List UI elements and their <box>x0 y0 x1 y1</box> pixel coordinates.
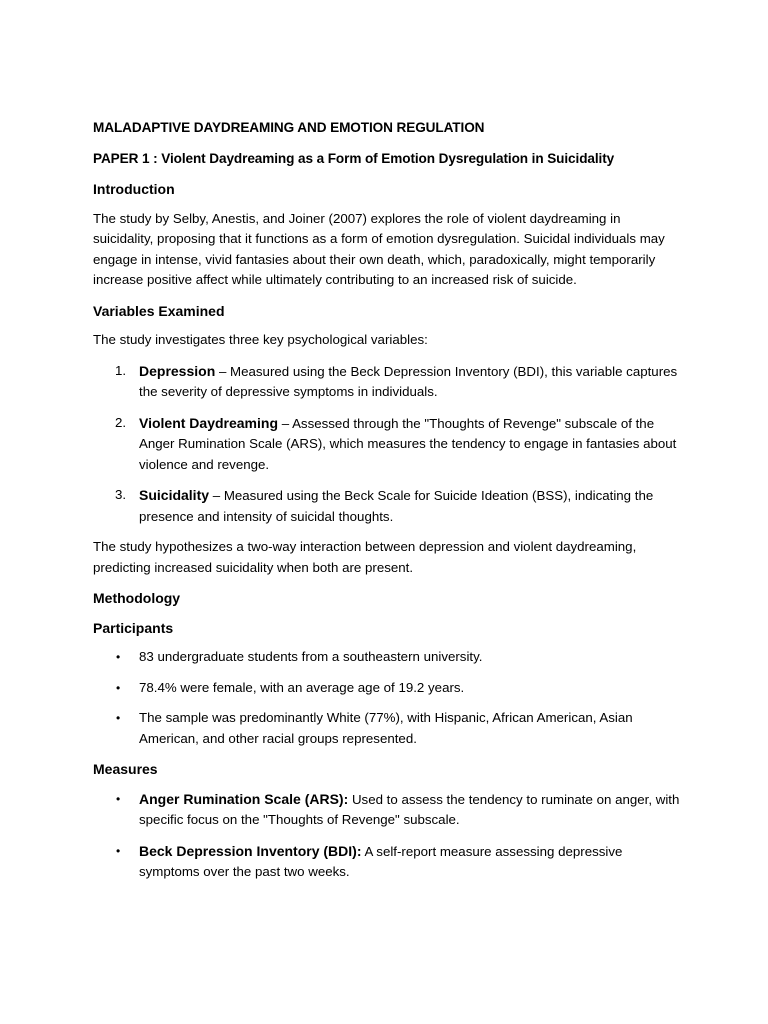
variables-heading: Variables Examined <box>93 302 225 319</box>
participants-heading: Participants <box>93 619 174 636</box>
participant-text: 78.4% were female, with an average age of 19.2 years. <box>139 679 465 695</box>
document-page <box>93 112 683 893</box>
variable-description: – Measured using the Beck Depression Inventory (BDI), this variable captures the severity of depressive symptoms in individuals. <box>139 363 678 399</box>
participant-item <box>93 708 683 749</box>
variable-description: – Assessed through the "Thoughts of Revenge" subscale of the Anger Rumination Scale (ARS), which measures the tendency to engage in fantasies about violence and revenge. <box>139 415 677 472</box>
variable-term: Suicidality <box>139 487 210 503</box>
variable-term: Violent Daydreaming <box>139 414 279 431</box>
participant-item <box>93 678 683 699</box>
participant-text: The sample was predominantly White (77%), with Hispanic, African American, Asian American, and other racial groups represented. <box>139 710 633 746</box>
measure-description: A self-report measure assessing depressive symptoms over the past two weeks. <box>139 843 623 879</box>
bullet-icon: • <box>116 843 121 858</box>
list-number: 1. <box>115 362 127 378</box>
introduction-paragraph: The study by Selby, Anestis, and Joiner (2007) explores the role of violent daydreaming in suicidality, proposing that it functions as a form of emotion dysregulation. Suicidal individuals may engage in intense, vivid fantasies about their own death, which, paradoxically, might temporarily increase positive affect while ultimately contributing to an increased risk of suicide. <box>93 210 665 287</box>
hypothesis-paragraph: The study hypothesizes a two-way interaction between depression and violent daydreaming, predicting increased suicidality when both are present. <box>93 539 637 575</box>
methodology-heading: Methodology <box>93 590 181 606</box>
document-title: MALADAPTIVE DAYDREAMING AND EMOTION REGULATION <box>93 120 485 135</box>
measures-heading: Measures <box>93 761 158 777</box>
variable-term: Depression <box>139 362 216 379</box>
participant-item <box>93 647 683 668</box>
measure-description: Used to assess the tendency to ruminate on anger, with specific focus on the "Thoughts of Revenge" subscale. <box>139 791 680 827</box>
list-number: 2. <box>115 414 127 430</box>
variable-item <box>93 361 683 403</box>
variables-intro: The study investigates three key psychological variables: <box>93 332 428 347</box>
bullet-icon: • <box>116 711 121 725</box>
measure-item <box>93 789 683 831</box>
bullet-icon: • <box>116 680 121 695</box>
measure-term: Anger Rumination Scale (ARS): <box>139 790 349 807</box>
measure-item <box>93 841 683 883</box>
participant-text: 83 undergraduate students from a southeastern university. <box>139 649 483 664</box>
paper-title: PAPER 1 : Violent Daydreaming as a Form of Emotion Dysregulation in Suicidality <box>93 150 615 166</box>
introduction-heading: Introduction <box>93 181 175 197</box>
variable-description: – Measured using the Beck Scale for Suicide Ideation (BSS), indicating the presence and intensity of suicidal thoughts. <box>139 488 654 524</box>
variables-list <box>93 361 683 528</box>
measure-term: Beck Depression Inventory (BDI): <box>139 842 362 859</box>
variable-item <box>93 485 683 527</box>
variable-item <box>93 413 683 476</box>
bullet-icon: • <box>116 791 121 806</box>
list-number: 3. <box>115 487 127 502</box>
participants-list <box>93 647 683 749</box>
measures-list <box>93 789 683 883</box>
bullet-icon: • <box>116 650 121 664</box>
